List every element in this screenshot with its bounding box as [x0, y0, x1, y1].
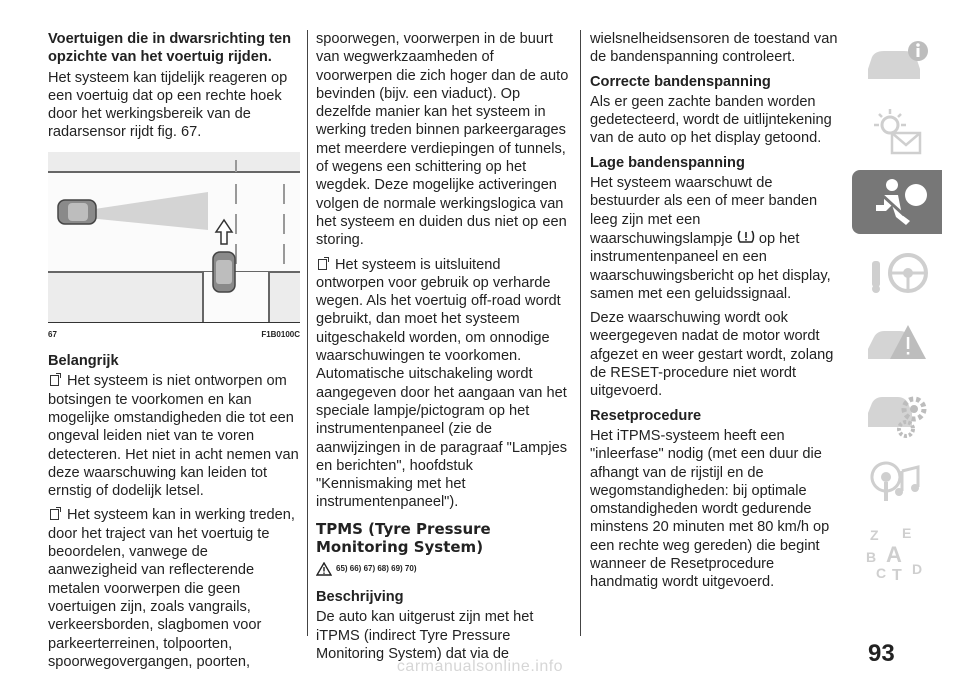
index-letter-c: C: [876, 565, 887, 581]
correct-pressure-text: Als er geen zachte banden worden gedetecteerd, wordt de uitlijntekening van de auto op het display getoond.: [590, 93, 832, 147]
index-letter-a: A: [886, 542, 902, 567]
important-bullet-3: [316, 256, 571, 512]
important-bullet-1: [48, 372, 300, 500]
correct-pressure-heading: Correcte bandenspanning: [590, 73, 771, 90]
figure-67: [48, 152, 300, 322]
column-2: [316, 30, 571, 669]
chapter-sidebar: [852, 30, 942, 590]
page-number: 93: [868, 640, 895, 667]
car-info-icon: [862, 39, 932, 85]
warning-lights-icon: [862, 105, 932, 159]
bullet-3-text: Het systeem is uitsluitend ontworpen voor gebruik op verharde wegen. Als het voertuig off-road wordt gebruikt, dan moet het systeem uitgeschakeld worden, om onnodige waarschuwingen te voorkomen. Automatische uitschakeling wordt aangegeven door het aangaan van het speciale lampje/pictogram op het instrumentenpaneel (zie de aanwijzingen in de paragraaf "Lampjes en berichten", hoofdstuk "Kennismaking met het instrumentenpaneel").: [316, 256, 568, 511]
low-pressure-text-2: Deze waarschuwing wordt ook weergegeven nadat de motor wordt afgezet en weer gestart wordt, zolang de RESET-procedure niet wordt uitgevoerd.: [590, 310, 834, 400]
low-pressure-text: [590, 174, 842, 303]
continued-paragraph: spoorwegen, voorwerpen in de buurt van wegwerkzaamheden of voorwerpen die zich hoger dan de auto bevinden (bijv. een viaduct). Op dezelfde manier kan het systeem in werking treden binnen parkeergarages met meerdere verdiepingen of tunnels, of wegens een schittering op het wegdek. Deze mogelijke activeringen volgen de normale werkingslogica van het systeem en duiden dus niet op een storing.: [316, 31, 569, 249]
column-divider-1: [307, 30, 308, 636]
sidebar-item-warning-lights[interactable]: [852, 100, 942, 164]
continued-paragraph-3: wielsnelheidsensoren de toestand van de bandenspanning controleert.: [590, 31, 838, 66]
bullet-icon: [318, 259, 327, 270]
warning-references: [316, 560, 571, 578]
description-heading: Beschrijving: [316, 589, 404, 606]
reset-procedure-heading: Resetprocedure: [590, 407, 702, 424]
safety-airbag-icon: [862, 175, 932, 229]
reset-procedure-text: Het iTPMS-systeem heeft een "inleerfase" nodig (met een duur die afhangt van de rijstijl en de wegomstandigheden: bij optimale omstandigheden wordt gedurende minstens 20 minuten met 80 km/h op een rechte weg gereden) die begint wanneer de Resetprocedure handmatig wordt uitgevoerd.: [590, 427, 830, 591]
figure-number: 67: [48, 329, 57, 339]
index-letter-b: B: [866, 549, 877, 565]
intro-paragraph: Het systeem kan tijdelijk reageren op een voertuig dat op een rechte hoek door het werkingsbereik van de radarsensor rijdt fig. 67.: [48, 69, 288, 141]
low-pressure-heading: Lage bandenspanning: [590, 154, 745, 171]
watermark: carmanualsonline.info: [396, 658, 564, 675]
crossing-traffic-illustration: [48, 152, 300, 322]
figure-caption: [48, 326, 300, 344]
sidebar-item-multimedia[interactable]: [852, 450, 942, 514]
description-paragraph: De auto kan uitgerust zijn met het iTPMS (indirect Tyre Pressure Monitoring System) dat via de: [316, 609, 534, 662]
bullet-icon: [50, 509, 59, 520]
sidebar-item-emergency[interactable]: [852, 310, 942, 374]
sidebar-item-car-info[interactable]: [852, 30, 942, 94]
bullet-2-text: Het systeem kan in werking treden, door het traject van het voertuig te beoordelen, vanwege de aanwezigheid van reflecterende metalen voorwerpen die geen voertuigen zijn, zoals vangrails, verkeersborden, slagbomen voor parkeerterreinen, tolpoorten, spoorwegovergangen, poorten,: [48, 507, 295, 670]
index-letter-z: Z: [870, 527, 879, 543]
figure-code: F1B0100C: [261, 329, 300, 339]
section-heading-crossing-vehicles: Voertuigen die in dwarsrichting ten opzichte van het voertuig rijden.: [48, 31, 291, 66]
tpms-section-title: TPMS (Tyre Pressure Monitoring System): [316, 519, 491, 556]
sidebar-item-index[interactable]: [852, 520, 942, 584]
index-letter-d: D: [912, 561, 923, 577]
important-bullet-2: [48, 506, 300, 671]
sidebar-item-maintenance[interactable]: [852, 380, 942, 444]
sidebar-item-driving[interactable]: [852, 240, 942, 304]
warning-triangle-icon: [316, 562, 332, 576]
bullet-icon: [50, 375, 59, 386]
index-letter-e: E: [902, 525, 912, 541]
warning-reference-numbers: 65) 66) 67) 68) 69) 70): [336, 563, 417, 573]
tyre-pressure-warning-icon: [737, 229, 755, 245]
column-1: [48, 30, 300, 677]
figure-rule: [48, 322, 300, 323]
low-pressure-text-a: Het systeem waarschuwt de bestuurder als een of meer banden leeg zijn met een waarschuwingslampje: [590, 175, 818, 247]
sidebar-item-safety[interactable]: [852, 170, 942, 234]
important-heading: Belangrijk: [48, 353, 119, 370]
index-letter-t: T: [892, 567, 902, 582]
column-divider-2: [580, 30, 581, 636]
steering-wheel-icon: [862, 245, 932, 299]
maintenance-icon: [862, 385, 932, 439]
breakdown-icon: [862, 315, 932, 369]
index-icon: [862, 522, 932, 582]
multimedia-icon: [862, 455, 932, 509]
low-pressure-text-b: op het instrumentenpaneel en een waarschuwingsbericht op het display, samen met een geluidssignaal.: [590, 230, 831, 302]
bullet-1-text: Het systeem is niet ontworpen om botsingen te voorkomen en kan mogelijke omstandigheden die tot een ongeval leiden niet van te voren detecteren. Het niet in acht nemen van deze waarschuwing kan leiden tot ernstig of dodelijk letsel.: [48, 373, 299, 500]
column-3: [590, 30, 842, 598]
